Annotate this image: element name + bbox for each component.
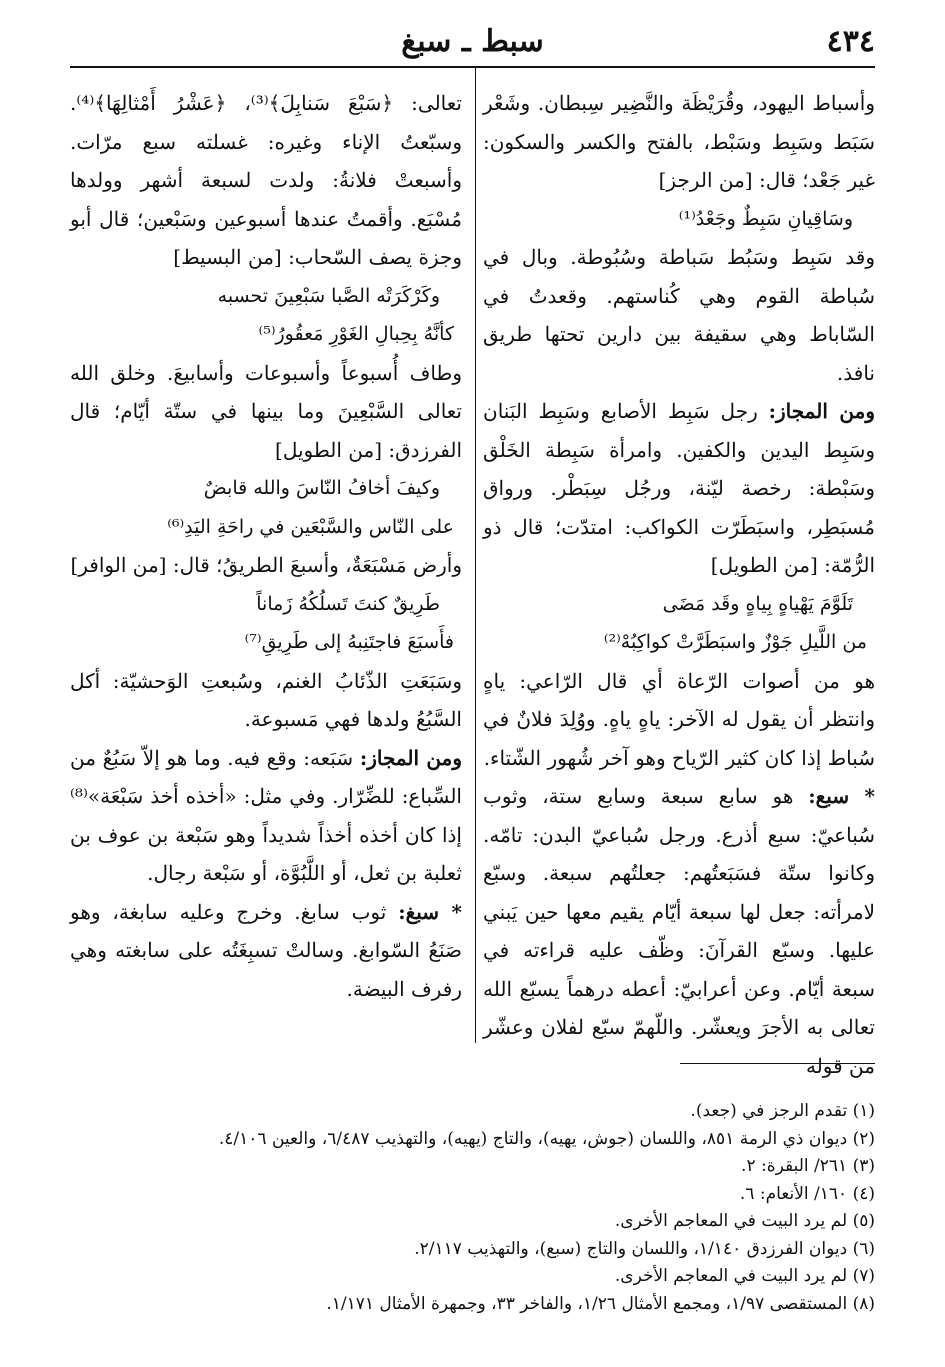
footnote: (٨) المستقصى ١/٩٧، ومجمع الأمثال ١/٢٦، والفاخر ٣٣، وجمهرة الأمثال ١/١٧١. <box>326 1293 875 1314</box>
entry-text: رجل سَبِط الأصابع وسَبِط البَنان وسَبِط اليدين والكفين. وامرأة سَبِطة الخَلْق وسَبْطة: رخصة ليّنة، ورجُل سِبَطْر. ورواق مُسبَطِر، واسبَطَرّت الكواكب: امتدّت؛ قال ذو الرُّمّة: [من الطويل] <box>483 399 875 577</box>
footnote: (٧) لم يرد البيت في المعاجم الأخرى. <box>614 1266 875 1286</box>
footnote-rule <box>680 1063 875 1064</box>
entry-paragraph <box>70 354 462 470</box>
entry-text: وسَبَعَتِ الذّئابُ الغنم، وسُبعتِ الوَحشيّة: أكل السَّبُعُ ولدها فهي مَسبوعة. <box>70 668 462 731</box>
header-rule <box>70 66 875 68</box>
entry-paragraph <box>483 84 875 200</box>
entry-text: ثوب سابغ. وخرج وعليه سابغة، وهو صَنَعُ السّوابغ. وسالتْ تسبِغَتُه على سابغته وهي رفرف البيضة. <box>70 899 462 1001</box>
verse-line: طَرِيقٌ كنتَ تَسلُكُهُ زَماناً <box>256 592 440 615</box>
entry-text: هو سابع سبعة وسابع ستة، وثوب سُباعيّ: سبع أذرع. ورجل سُباعيّ البدن: تامّه. وكانوا ستّة فسَبَعتُهم: جعلتُهم سبعة. وسبّع لامرأته: جعل لها سبعة أيّام يقيم معها حين يَبني عليها. وسبّع القرآنَ: وظّف عليه قراءته في سبعة أيّام. وعن أعرابيّ: أعطه درهماً يسبّع الله تعالى به الأجرَ ويعشّر. واللّهمّ سبّع لفلان وعشّر من قوله <box>483 784 875 1078</box>
entry-lead: ومن المجاز: <box>359 745 462 770</box>
entry-paragraph <box>70 84 462 277</box>
entry-lead: ومن المجاز: <box>768 399 875 423</box>
verse-line: فأَسبَعَ فاجتَنِبهُ إلى طَرِيقِ⁽⁷⁾ <box>244 631 454 653</box>
entry-text: سَبَعه: وقع فيه. وما هو إلاّ سَبُعٌ من السِّباع: للضِّرّار. وفي مثل: «أخذه أخذ سَبْعَة»⁽⁸⁾ إذا كان أخذه أخذاً شديداً وهو سَبْعة بن عوف بن ثعلبة بن ثعل، أو اللَّبُوَّة، أو سَبْعة رجال. <box>70 745 462 885</box>
verse-line: وكَرْكَرَتْه الصَّبا سَبْعِينَ تحسبه <box>217 284 440 307</box>
page-header <box>70 22 875 72</box>
right-column <box>483 84 875 1078</box>
entry-paragraph <box>483 777 875 1085</box>
entry-text: هو من أصوات الرّعاة أي قال الرّاعي: ياهٍ وانتظر أن يقول له الآخر: ياهٍ ياهٍ. ووُلِدَ فلانٌ في سُباط إذا كان كثير الرّياح وهو آخر شُهور الشّتاء. <box>483 668 875 770</box>
footnote: (٢) ديوان ذي الرمة ٨٥١، واللسان (جوش، يهيه)، والتاج (يهيه)، والتهذيب ٦/٤٨٧، والعين ٤/١٠٦. <box>218 1128 875 1149</box>
footnote: (٤) ١٦٠/ الأنعام: ٦. <box>739 1183 875 1204</box>
entry-paragraph <box>70 662 462 739</box>
left-column <box>70 84 462 1044</box>
verse-line: من اللَّيلِ جَوْزٌ واسبَطَرَّتْ كواكِبُهْ⁽²⁾ <box>603 631 867 653</box>
footnote: (٣) ٢٦١/ البقرة: ٢. <box>741 1156 875 1176</box>
verse-line: على النّاس والسَّبْعَين في راحَةِ اليَدِ⁽⁶⁾ <box>167 515 454 538</box>
footnote: (٦) ديوان الفرزدق ١/١٤٠، واللسان والتاج (سبع)، والتهذيب ٢/١١٧. <box>414 1238 875 1259</box>
verse-line: وكيفَ أخافُ النّاسَ والله قابضٌ <box>203 477 440 499</box>
entry-text: وأسباط اليهود، وقُرَيْظَة والنَّضِير سِبطان. وشَعْر سَبَط وسَبِط وسَبْط، بالفتح والكسر والسكون: غير جَعْد؛ قال: [من الرجز] <box>483 91 875 192</box>
entry-paragraph <box>483 238 875 392</box>
footnote: (٥) لم يرد البيت في المعاجم الأخرى. <box>614 1211 875 1231</box>
entry-paragraph <box>483 392 875 585</box>
entry-text: وقد سَبِط وسَبُط سَباطة وسُبُوطة. وبال في سُباطة القوم وهي كُناستهم. وقعدتُ في السّاباط وهي سقيفة بين دارين تحتها طريق نافذ. <box>483 245 875 385</box>
page-number: ٤٣٤ <box>826 24 875 59</box>
entry-paragraph <box>70 739 462 893</box>
entry-lead: * سبغ: <box>398 899 462 924</box>
running-title: سبط ـ سبغ <box>401 24 544 59</box>
footnote: (١) تقدم الرجز في (جعد). <box>690 1101 875 1121</box>
footnotes <box>70 1098 875 1343</box>
entry-text: وأرض مَسْبَعَةٌ، وأسبعَ الطريقُ؛ قال: [من الوافر] <box>70 553 462 577</box>
entry-paragraph <box>70 546 462 585</box>
verse-line: كأنَّهُ بِحِبالِ الغَوْرِ مَعقُورُ⁽⁵⁾ <box>258 323 454 345</box>
verse-line: وسَاقِيانِ سَبِطٌ وجَعْدُ⁽¹⁾ <box>678 207 853 230</box>
entry-paragraph <box>483 662 875 778</box>
entry-text: وطاف أُسبوعاً وأسبوعات وأسابيعَ. وخلق الله تعالى السَّبْعِينَ وما بينها في ستّة أيّام؛ قال الفرزدق: [من الطويل] <box>70 360 462 462</box>
column-divider <box>475 68 476 1043</box>
entry-text: تعالى: ﴿سَبْعَ سَنابِلَ﴾⁽³⁾، ﴿عَشْرُ أَمْثالِهَا﴾⁽⁴⁾. وسبّعتُ الإناء وغيره: غسلته سبع مرّات. وأسبعتْ فلانةُ: ولدت لسبعة أشهر وولدها مُسْبَع. وأقمتُ عندها أسبوعين وسَبْعين؛ قال أبو وجزة يصف السّحاب: [من البسيط] <box>70 91 462 269</box>
verse-line: تَلَوَّمَ يَهْياهٍ بِياهٍ وقَد مَضَى <box>662 592 853 615</box>
entry-lead: * سبع: <box>808 784 875 808</box>
entry-paragraph <box>70 893 462 1009</box>
